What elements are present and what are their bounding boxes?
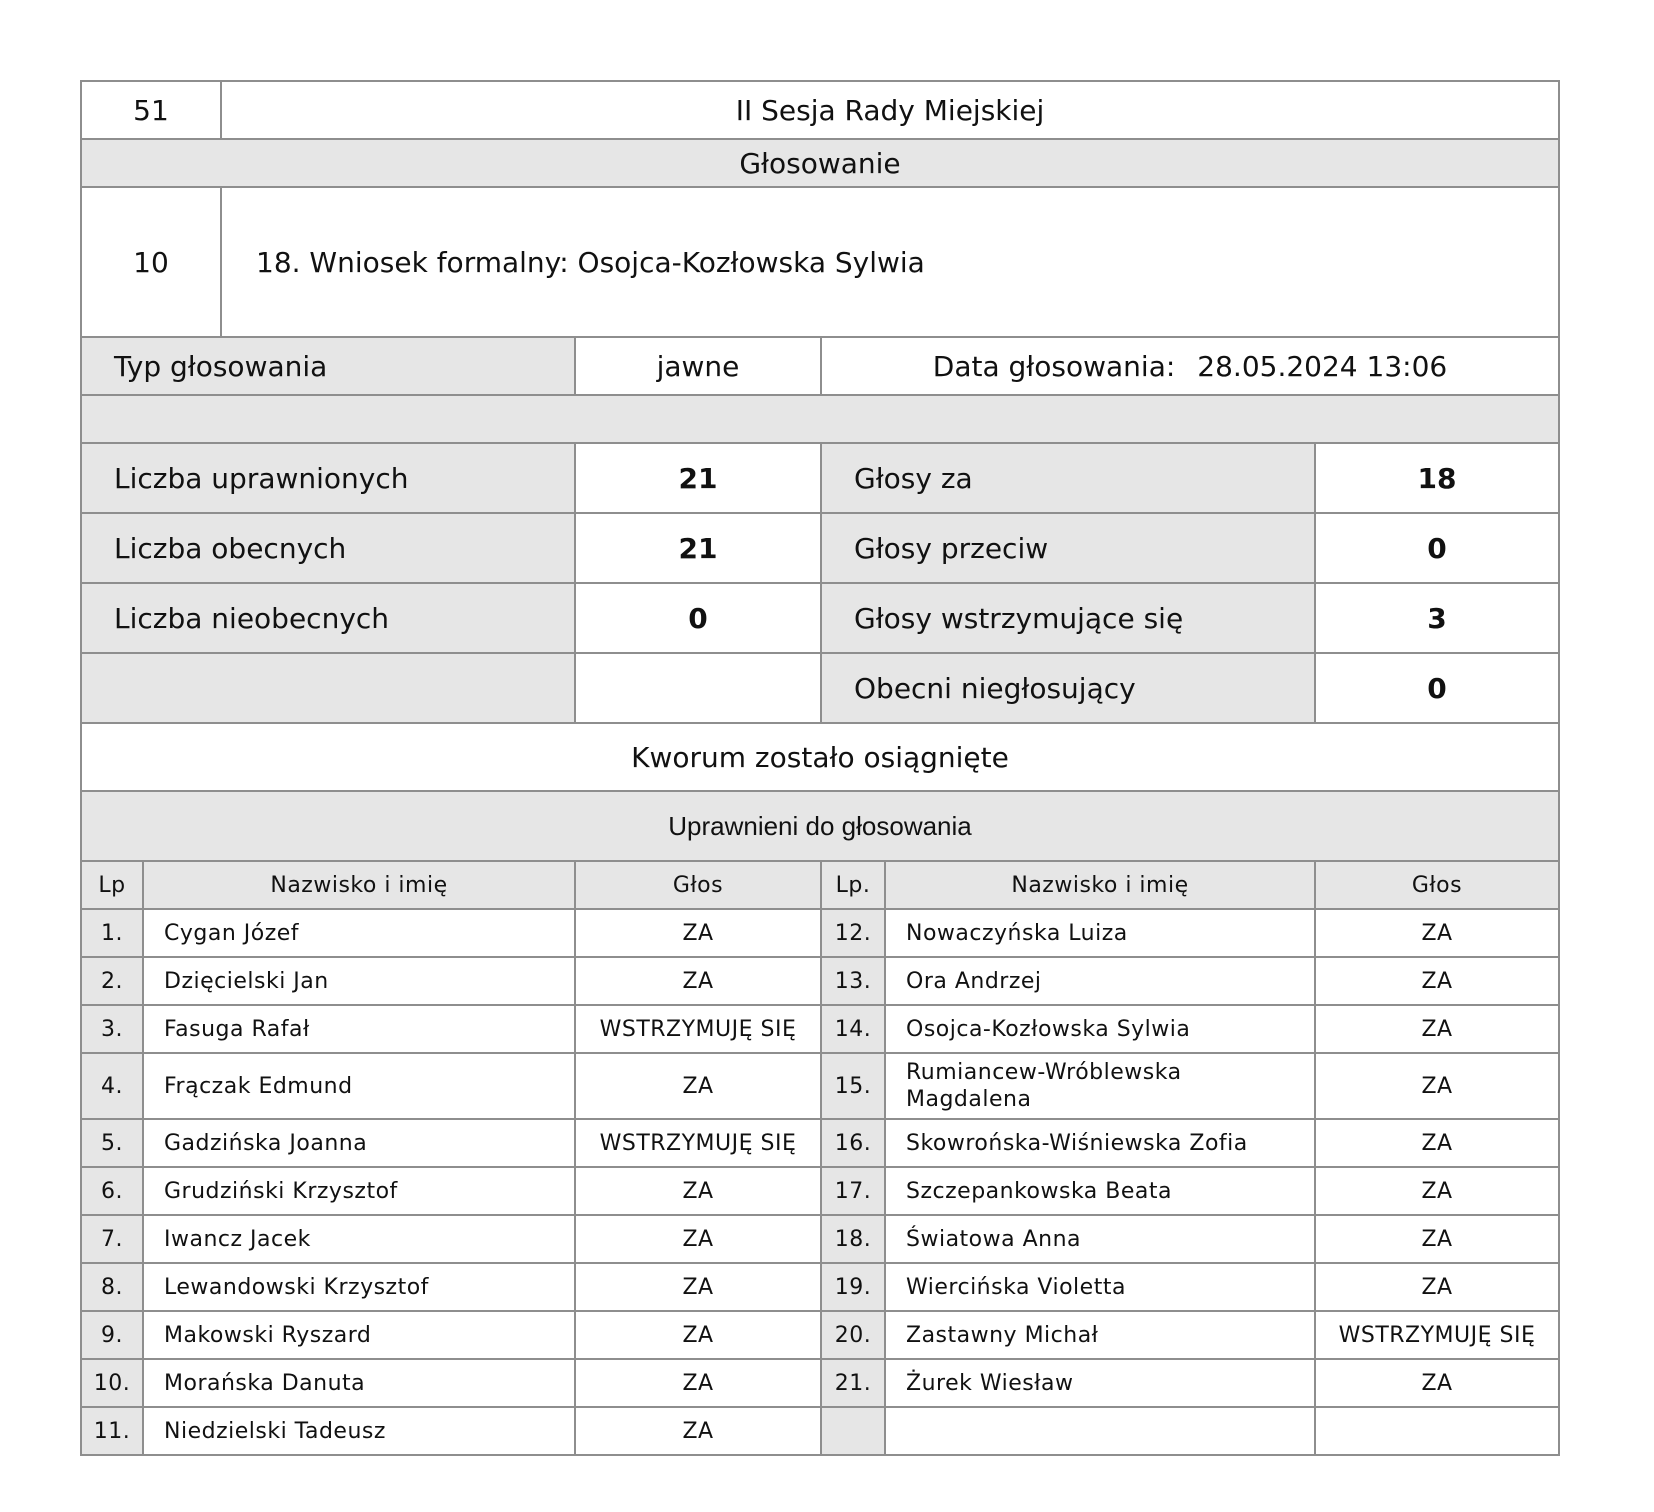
voter-lp: 7. <box>82 1216 144 1264</box>
voter-vote: WSTRZYMUJĘ SIĘ <box>576 1120 822 1168</box>
voter-lp <box>822 1408 886 1456</box>
table-row <box>82 958 1560 1006</box>
vote-date-value: 28.05.2024 13:06 <box>1197 349 1448 383</box>
list-header-row <box>82 862 1560 910</box>
votes-abstain-label: Głosy wstrzymujące się <box>822 584 1316 654</box>
votes-against-label: Głosy przeciw <box>822 514 1316 584</box>
votes-for-count: 18 <box>1316 444 1560 514</box>
voter-vote: ZA <box>1316 1168 1560 1216</box>
stats-row-2 <box>82 514 1560 584</box>
col-vote-left: Głos <box>576 862 822 910</box>
eligible-title: Uprawnieni do głosowania <box>82 792 1560 862</box>
voter-vote: ZA <box>576 1312 822 1360</box>
voter-vote: ZA <box>1316 1216 1560 1264</box>
col-vote-right: Głos <box>1316 862 1560 910</box>
vote-item-title: 18. Wniosek formalny: Osojca-Kozłowska Sylwia <box>222 188 1560 338</box>
voter-name: Dzięcielski Jan <box>144 958 576 1006</box>
voter-lp: 5. <box>82 1120 144 1168</box>
votes-abstain-count: 3 <box>1316 584 1560 654</box>
section-title-row <box>82 140 1560 188</box>
table-row <box>82 1264 1560 1312</box>
quorum-row <box>82 724 1560 792</box>
voter-lp: 3. <box>82 1006 144 1054</box>
table-row <box>82 1408 1560 1456</box>
vote-item-row <box>82 188 1560 338</box>
voter-name: Niedzielski Tadeusz <box>144 1408 576 1456</box>
voter-vote: ZA <box>1316 1120 1560 1168</box>
table-row <box>82 1312 1560 1360</box>
eligible-label: Liczba uprawnionych <box>82 444 576 514</box>
table-row <box>82 1054 1560 1120</box>
vote-date <box>822 338 1560 396</box>
table-row <box>82 1216 1560 1264</box>
empty-count <box>576 654 822 724</box>
voter-name: Cygan Józef <box>144 910 576 958</box>
voter-name <box>886 1408 1316 1456</box>
voter-vote: ZA <box>576 1264 822 1312</box>
voter-lp: 10. <box>82 1360 144 1408</box>
voter-vote: ZA <box>576 1360 822 1408</box>
voter-name: Ora Andrzej <box>886 958 1316 1006</box>
voter-lp: 4. <box>82 1054 144 1120</box>
table-row <box>82 910 1560 958</box>
voter-name: Skowrońska-Wiśniewska Zofia <box>886 1120 1316 1168</box>
voter-lp: 2. <box>82 958 144 1006</box>
voter-name: Lewandowski Krzysztof <box>144 1264 576 1312</box>
voter-name: Szczepankowska Beata <box>886 1168 1316 1216</box>
spacer-cell <box>82 396 1560 444</box>
voter-vote: ZA <box>1316 1054 1560 1120</box>
voter-name: Grudziński Krzysztof <box>144 1168 576 1216</box>
present-count: 21 <box>576 514 822 584</box>
voter-vote <box>1316 1408 1560 1456</box>
votes-against-count: 0 <box>1316 514 1560 584</box>
table-row <box>82 1168 1560 1216</box>
stats-row-3 <box>82 584 1560 654</box>
session-header <box>82 82 1560 140</box>
session-title: II Sesja Rady Miejskiej <box>222 82 1560 140</box>
quorum-status: Kworum zostało osiągnięte <box>82 724 1560 792</box>
session-number: 51 <box>82 82 222 140</box>
voter-lp: 19. <box>822 1264 886 1312</box>
voter-name: Frączak Edmund <box>144 1054 576 1120</box>
voter-lp: 16. <box>822 1120 886 1168</box>
present-label: Liczba obecnych <box>82 514 576 584</box>
table-row <box>82 1120 1560 1168</box>
col-name-right: Nazwisko i imię <box>886 862 1316 910</box>
empty-label <box>82 654 576 724</box>
voter-lp: 18. <box>822 1216 886 1264</box>
vote-item-number: 10 <box>82 188 222 338</box>
voter-lp: 11. <box>82 1408 144 1456</box>
voter-vote: ZA <box>576 1408 822 1456</box>
voting-report <box>80 80 1560 1456</box>
voter-vote: ZA <box>1316 958 1560 1006</box>
voter-name: Nowaczyńska Luiza <box>886 910 1316 958</box>
voter-name: Żurek Wiesław <box>886 1360 1316 1408</box>
col-lp-left: Lp <box>82 862 144 910</box>
voter-name: Zastawny Michał <box>886 1312 1316 1360</box>
voter-vote: WSTRZYMUJĘ SIĘ <box>576 1006 822 1054</box>
voter-lp: 12. <box>822 910 886 958</box>
voter-name: Rumiancew-Wróblewska Magdalena <box>886 1054 1316 1120</box>
voter-lp: 15. <box>822 1054 886 1120</box>
voter-vote: ZA <box>576 958 822 1006</box>
voter-lp: 21. <box>822 1360 886 1408</box>
voter-lp: 14. <box>822 1006 886 1054</box>
voter-name: Osojca-Kozłowska Sylwia <box>886 1006 1316 1054</box>
voter-lp: 9. <box>82 1312 144 1360</box>
voter-name: Morańska Danuta <box>144 1360 576 1408</box>
table-row <box>82 1360 1560 1408</box>
voter-vote: ZA <box>1316 910 1560 958</box>
voter-name: Fasuga Rafał <box>144 1006 576 1054</box>
col-name-left: Nazwisko i imię <box>144 862 576 910</box>
voter-name: Światowa Anna <box>886 1216 1316 1264</box>
voter-vote: ZA <box>576 1168 822 1216</box>
stats-row-1 <box>82 444 1560 514</box>
voter-vote: ZA <box>576 910 822 958</box>
absent-count: 0 <box>576 584 822 654</box>
spacer-row <box>82 396 1560 444</box>
voter-lp: 1. <box>82 910 144 958</box>
voter-lp: 8. <box>82 1264 144 1312</box>
nonvoting-count: 0 <box>1316 654 1560 724</box>
col-lp-right: Lp. <box>822 862 886 910</box>
voter-vote: ZA <box>1316 1264 1560 1312</box>
section-title: Głosowanie <box>82 140 1560 188</box>
eligible-title-row <box>82 792 1560 862</box>
eligible-count: 21 <box>576 444 822 514</box>
voter-lp: 17. <box>822 1168 886 1216</box>
vote-type-value: jawne <box>576 338 822 396</box>
voter-lp: 6. <box>82 1168 144 1216</box>
voter-vote: ZA <box>576 1216 822 1264</box>
voter-name: Iwancz Jacek <box>144 1216 576 1264</box>
vote-type-row <box>82 338 1560 396</box>
nonvoting-label: Obecni niegłosujący <box>822 654 1316 724</box>
voter-vote: ZA <box>1316 1360 1560 1408</box>
voter-lp: 13. <box>822 958 886 1006</box>
voter-name: Gadzińska Joanna <box>144 1120 576 1168</box>
voter-name: Wiercińska Violetta <box>886 1264 1316 1312</box>
table-row <box>82 1006 1560 1054</box>
voter-vote: ZA <box>1316 1006 1560 1054</box>
vote-date-label: Data głosowania: <box>932 349 1176 383</box>
voter-vote: ZA <box>576 1054 822 1120</box>
stats-row-4 <box>82 654 1560 724</box>
voter-lp: 20. <box>822 1312 886 1360</box>
vote-type-label: Typ głosowania <box>82 338 576 396</box>
voter-vote: WSTRZYMUJĘ SIĘ <box>1316 1312 1560 1360</box>
absent-label: Liczba nieobecnych <box>82 584 576 654</box>
votes-for-label: Głosy za <box>822 444 1316 514</box>
voter-name: Makowski Ryszard <box>144 1312 576 1360</box>
